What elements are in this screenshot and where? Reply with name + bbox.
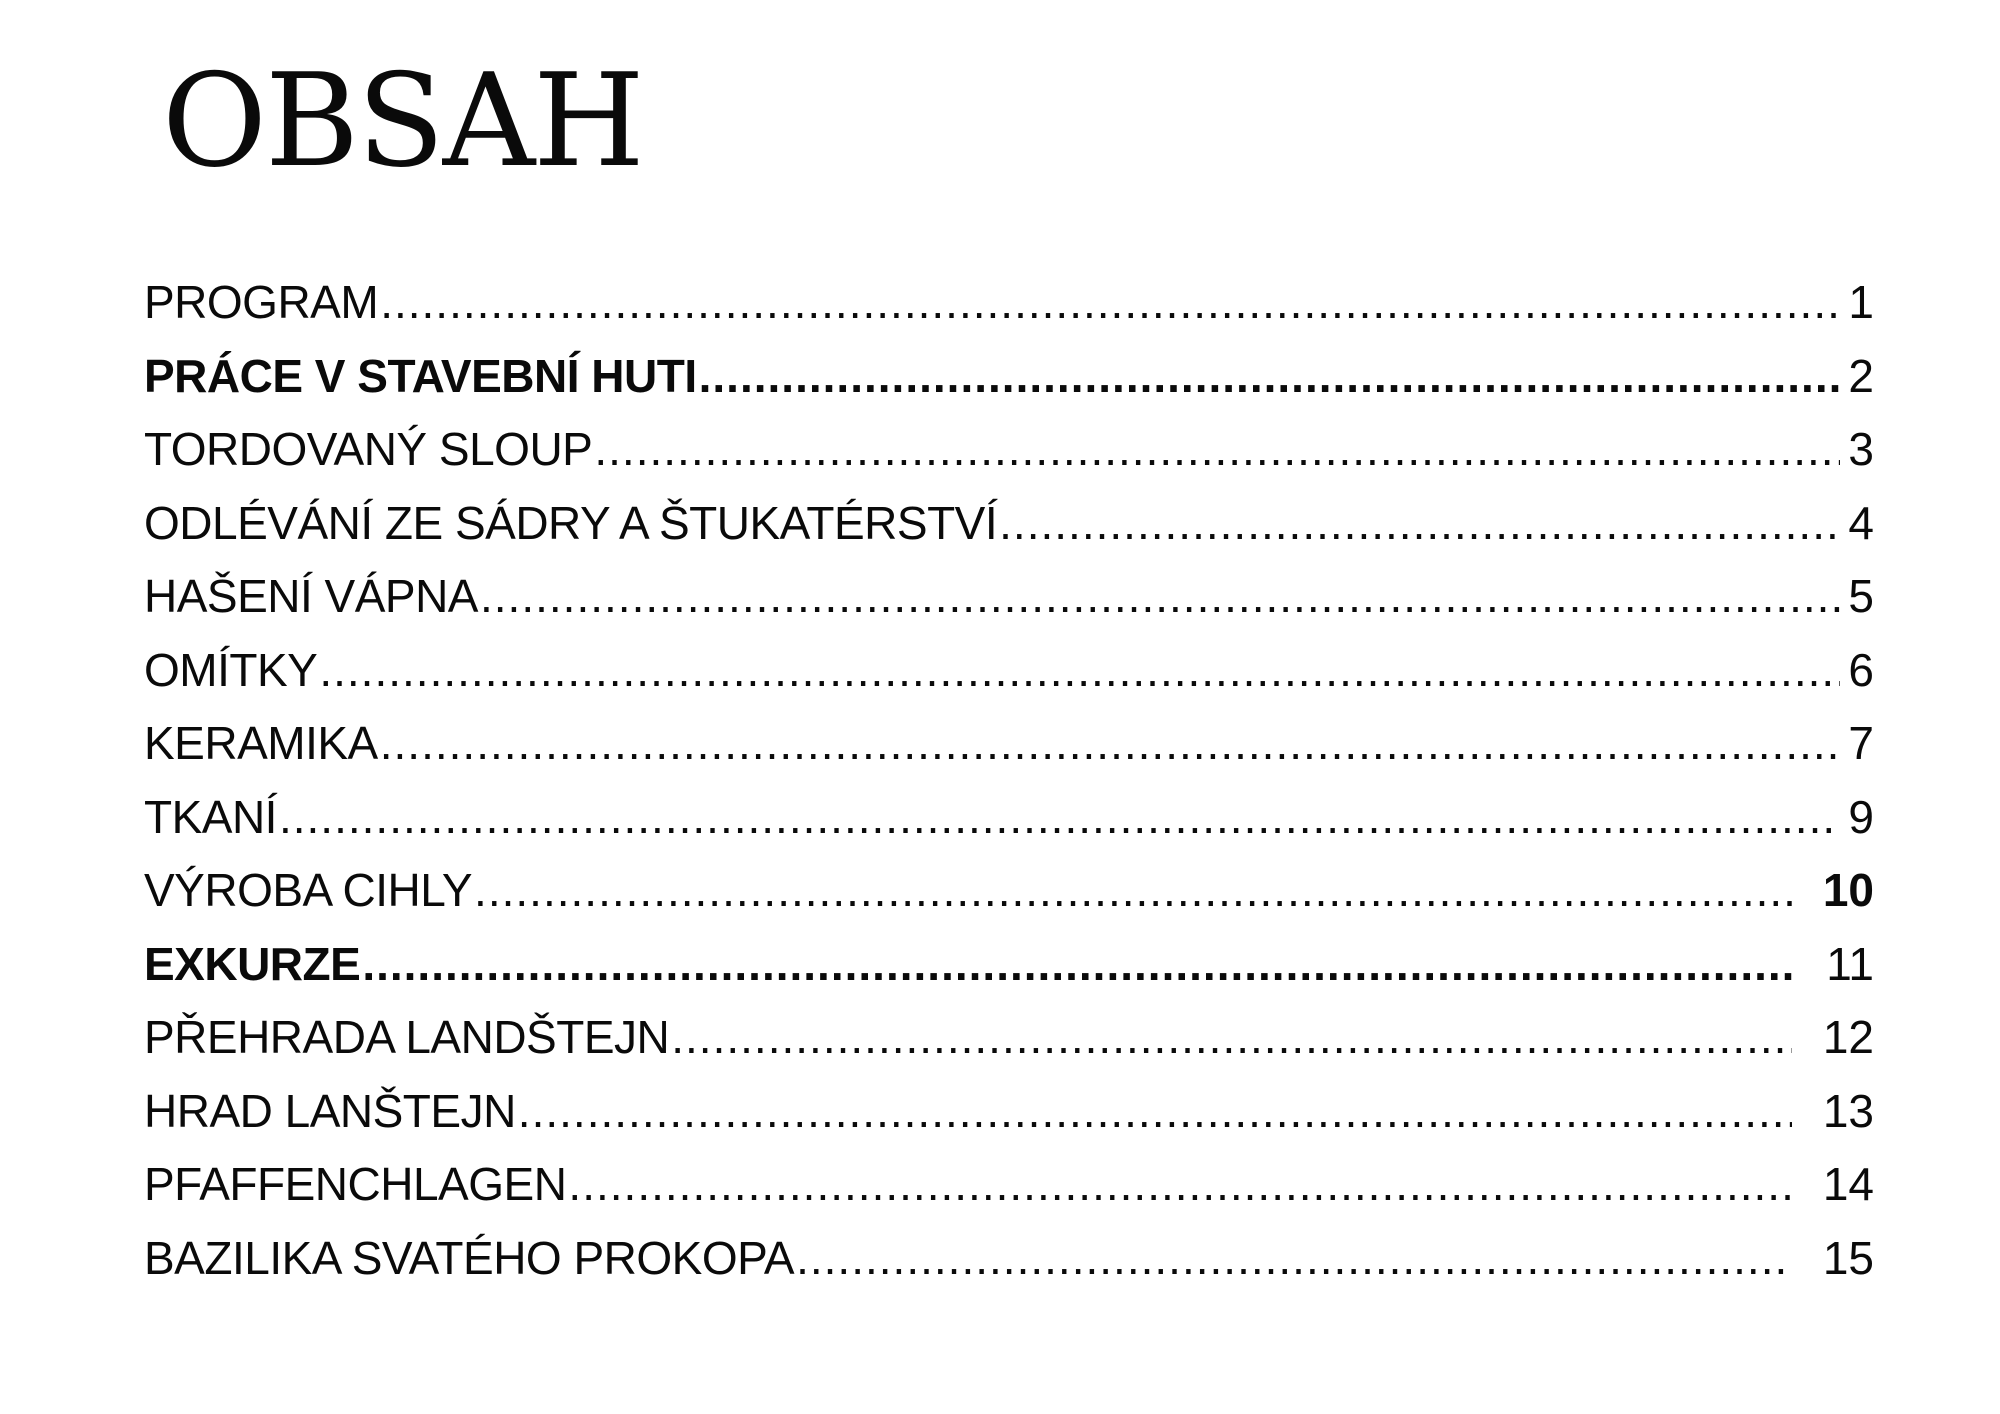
dot-leader [279, 781, 1840, 855]
toc-entry-page-number: 12 [1822, 1011, 1874, 1063]
page-title: OBSAH [162, 47, 643, 196]
toc-entry-label: PRÁCE V STAVEBNÍ HUTI [144, 349, 697, 402]
dot-leader [380, 266, 1840, 340]
toc-entry-label: VÝROBA CIHLY [144, 864, 473, 916]
toc-entry [144, 560, 1874, 634]
toc-entry-page-number: 2 [1848, 349, 1874, 402]
toc-entry-page-number: 5 [1848, 570, 1874, 622]
dot-leader [380, 707, 1840, 781]
toc-entry-page-number: 10 [1822, 864, 1874, 916]
toc-entry [144, 1075, 1874, 1149]
toc-entry [144, 413, 1874, 487]
dot-leader [319, 634, 1840, 708]
toc-entry-label: TORDOVANÝ SLOUP [144, 423, 593, 475]
toc-entry-label: HAŠENÍ VÁPNA [144, 570, 478, 622]
dot-leader [518, 1075, 1792, 1149]
dot-leader [671, 1001, 1792, 1075]
toc-entry [144, 1222, 1874, 1296]
toc-entry [144, 1148, 1874, 1222]
toc-entry-label: KERAMIKA [144, 717, 378, 769]
dot-leader [362, 928, 1792, 1002]
toc-entry-label: PŘEHRADA LANDŠTEJN [144, 1011, 670, 1063]
toc-entry [144, 854, 1874, 928]
dot-leader [594, 413, 1840, 487]
toc-entry-page-number: 4 [1848, 496, 1874, 549]
toc-entry-page-number: 7 [1848, 717, 1874, 769]
toc-entry-label: ODLÉVÁNÍ ZE SÁDRY A ŠTUKATÉRSTVÍ [144, 496, 998, 549]
toc-entry-label: PROGRAM [144, 276, 379, 328]
table-of-contents [144, 266, 1874, 1295]
dot-leader [999, 487, 1840, 561]
toc-entry-label: TKANÍ [144, 790, 277, 843]
toc-entry-page-number: 13 [1822, 1084, 1874, 1137]
toc-entry [144, 340, 1874, 414]
toc-entry-label: OMÍTKY [144, 643, 318, 696]
toc-entry-label: EXKURZE [144, 937, 361, 990]
dot-leader [699, 340, 1840, 414]
toc-entry-page-number: 3 [1848, 423, 1874, 475]
toc-entry [144, 266, 1874, 340]
toc-entry-page-number: 6 [1848, 643, 1874, 696]
toc-entry-page-number: 1 [1848, 276, 1874, 328]
toc-entry [144, 634, 1874, 708]
toc-entry-page-number: 15 [1822, 1231, 1874, 1284]
toc-entry-page-number: 11 [1826, 937, 1874, 990]
toc-entry [144, 928, 1874, 1002]
dot-leader [568, 1148, 1792, 1222]
dot-leader [480, 560, 1840, 634]
toc-entry [144, 1001, 1874, 1075]
toc-entry-label: BAZILIKA SVATÉHO PROKOPA [144, 1231, 795, 1284]
toc-entry [144, 781, 1874, 855]
toc-entry [144, 707, 1874, 781]
toc-entry-page-number: 9 [1848, 790, 1874, 843]
toc-entry-page-number: 14 [1822, 1158, 1874, 1210]
dot-leader [796, 1222, 1792, 1296]
toc-entry [144, 487, 1874, 561]
toc-entry-label: HRAD LANŠTEJN [144, 1084, 516, 1137]
toc-entry-label: PFAFFENCHLAGEN [144, 1158, 567, 1210]
dot-leader [474, 854, 1792, 928]
